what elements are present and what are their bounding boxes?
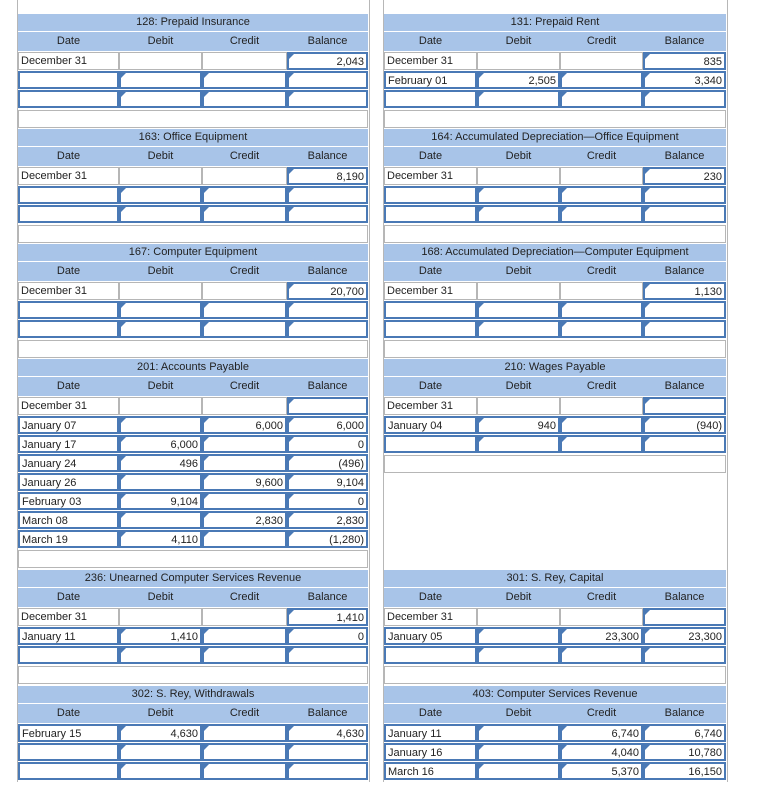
table-row xyxy=(18,397,368,416)
date-cell[interactable] xyxy=(18,320,119,338)
date-cell: December 31 xyxy=(384,167,477,185)
credit-cell[interactable] xyxy=(202,186,287,204)
credit-cell xyxy=(202,282,287,300)
credit-cell[interactable] xyxy=(202,743,287,761)
credit-cell[interactable]: 9,600 xyxy=(202,473,287,491)
table-row xyxy=(384,282,726,301)
balance-cell[interactable] xyxy=(287,205,368,223)
column-header-date: Date xyxy=(384,704,477,723)
balance-cell[interactable] xyxy=(643,186,726,204)
debit-cell xyxy=(477,167,560,185)
ledger-separator-row xyxy=(18,110,368,128)
date-cell[interactable] xyxy=(384,205,477,223)
table-row xyxy=(384,71,726,90)
balance-cell[interactable]: (940) xyxy=(643,416,726,434)
column-header-date: Date xyxy=(384,32,477,51)
ledger-separator-row xyxy=(18,666,368,684)
column-header-debit: Debit xyxy=(119,32,202,51)
balance-cell[interactable]: 835 xyxy=(643,52,726,70)
date-cell[interactable] xyxy=(384,90,477,108)
ledger-separator-row xyxy=(384,110,726,128)
credit-cell[interactable] xyxy=(202,492,287,510)
debit-cell[interactable] xyxy=(477,320,560,338)
table-row xyxy=(18,205,368,224)
column-header-date: Date xyxy=(18,262,119,281)
debit-cell xyxy=(477,397,560,415)
table-row xyxy=(384,90,726,109)
column-header-balance: Balance xyxy=(287,262,368,281)
column-header-balance: Balance xyxy=(643,32,726,51)
column-header-date: Date xyxy=(18,377,119,396)
ledger-separator-row xyxy=(18,340,368,358)
date-cell[interactable]: February 03 xyxy=(18,492,119,510)
date-cell[interactable]: March 08 xyxy=(18,511,119,529)
date-cell[interactable]: January 16 xyxy=(384,743,477,761)
ledger-separator-row xyxy=(384,225,726,243)
account-ledger-210 xyxy=(384,359,726,472)
balance-cell[interactable]: 230 xyxy=(643,167,726,185)
column-header-credit: Credit xyxy=(202,147,287,166)
debit-cell[interactable] xyxy=(119,416,202,434)
column-header-balance: Balance xyxy=(287,704,368,723)
balance-cell[interactable] xyxy=(287,762,368,780)
credit-cell[interactable]: 6,000 xyxy=(202,416,287,434)
column-header-balance: Balance xyxy=(643,588,726,607)
table-row xyxy=(384,762,726,781)
date-cell: December 31 xyxy=(384,282,477,300)
balance-cell[interactable]: 1,410 xyxy=(287,608,368,626)
column-header-balance: Balance xyxy=(643,704,726,723)
account-title: 236: Unearned Computer Services Revenue xyxy=(18,570,368,587)
table-row xyxy=(384,627,726,646)
date-cell[interactable]: February 01 xyxy=(384,71,477,89)
table-row xyxy=(18,71,368,90)
balance-cell[interactable]: 3,340 xyxy=(643,71,726,89)
column-header-credit: Credit xyxy=(560,704,643,723)
table-row xyxy=(18,724,368,743)
debit-cell[interactable] xyxy=(119,762,202,780)
credit-cell xyxy=(202,397,287,415)
column-header-balance: Balance xyxy=(287,588,368,607)
balance-cell[interactable] xyxy=(287,646,368,664)
table-row xyxy=(384,646,726,665)
balance-cell[interactable]: 2,830 xyxy=(287,511,368,529)
balance-cell[interactable]: 9,104 xyxy=(287,473,368,491)
balance-cell[interactable]: 16,150 xyxy=(643,762,726,780)
credit-cell[interactable] xyxy=(202,320,287,338)
ledger-separator-row xyxy=(384,455,726,473)
column-header-date: Date xyxy=(18,704,119,723)
debit-cell xyxy=(477,608,560,626)
table-row xyxy=(384,320,726,339)
column-header-credit: Credit xyxy=(560,32,643,51)
debit-cell[interactable] xyxy=(119,743,202,761)
table-row xyxy=(18,90,368,109)
date-cell[interactable] xyxy=(18,90,119,108)
date-cell[interactable] xyxy=(18,301,119,319)
table-row xyxy=(18,530,368,549)
date-cell[interactable]: January 05 xyxy=(384,627,477,645)
date-cell[interactable]: January 07 xyxy=(18,416,119,434)
balance-cell[interactable] xyxy=(287,320,368,338)
balance-cell[interactable] xyxy=(643,646,726,664)
ledger-separator-row xyxy=(18,550,368,568)
debit-cell xyxy=(119,608,202,626)
credit-cell xyxy=(560,52,643,70)
account-ledger-201 xyxy=(18,359,368,567)
column-header-debit: Debit xyxy=(477,262,560,281)
account-title: 168: Accumulated Depreciation—Computer Equipment xyxy=(384,244,726,261)
debit-cell[interactable]: 940 xyxy=(477,416,560,434)
balance-cell[interactable] xyxy=(643,435,726,453)
column-header-credit: Credit xyxy=(202,588,287,607)
debit-cell[interactable] xyxy=(477,205,560,223)
account-ledger-236 xyxy=(18,570,368,683)
date-cell: December 31 xyxy=(384,52,477,70)
table-row xyxy=(18,320,368,339)
table-row xyxy=(384,608,726,627)
column-header-credit: Credit xyxy=(560,147,643,166)
balance-cell[interactable] xyxy=(643,608,726,626)
balance-cell[interactable]: 0 xyxy=(287,492,368,510)
debit-cell[interactable] xyxy=(119,511,202,529)
ledger-separator-row xyxy=(18,225,368,243)
balance-cell[interactable]: 10,780 xyxy=(643,743,726,761)
balance-cell[interactable]: 0 xyxy=(287,435,368,453)
credit-cell[interactable] xyxy=(202,71,287,89)
credit-cell[interactable]: 23,300 xyxy=(560,627,643,645)
column-header-debit: Debit xyxy=(477,704,560,723)
table-row xyxy=(18,282,368,301)
column-header-debit: Debit xyxy=(119,262,202,281)
credit-cell[interactable] xyxy=(560,71,643,89)
column-header-date: Date xyxy=(18,588,119,607)
date-cell: December 31 xyxy=(18,397,119,415)
account-ledger-164 xyxy=(384,129,726,242)
debit-cell[interactable] xyxy=(119,90,202,108)
account-title: 163: Office Equipment xyxy=(18,129,368,146)
date-cell[interactable]: February 15 xyxy=(18,724,119,742)
column-header-debit: Debit xyxy=(477,32,560,51)
credit-cell xyxy=(202,167,287,185)
credit-cell[interactable] xyxy=(560,416,643,434)
table-row xyxy=(18,454,368,473)
debit-cell[interactable] xyxy=(477,186,560,204)
column-header-date: Date xyxy=(384,147,477,166)
credit-cell[interactable] xyxy=(560,435,643,453)
table-row xyxy=(384,724,726,743)
column-header-credit: Credit xyxy=(560,588,643,607)
debit-cell[interactable] xyxy=(119,646,202,664)
table-row xyxy=(18,435,368,454)
column-header-balance: Balance xyxy=(287,147,368,166)
balance-cell[interactable]: 0 xyxy=(287,627,368,645)
account-title: 210: Wages Payable xyxy=(384,359,726,376)
column-header-date: Date xyxy=(384,377,477,396)
table-row xyxy=(18,167,368,186)
credit-cell[interactable] xyxy=(202,762,287,780)
table-row xyxy=(18,492,368,511)
balance-cell[interactable] xyxy=(287,301,368,319)
credit-cell[interactable] xyxy=(560,186,643,204)
date-cell: December 31 xyxy=(18,167,119,185)
column-header-debit: Debit xyxy=(119,147,202,166)
account-title: 302: S. Rey, Withdrawals xyxy=(18,686,368,703)
table-row xyxy=(18,627,368,646)
column-header-credit: Credit xyxy=(202,262,287,281)
credit-cell xyxy=(202,608,287,626)
debit-cell xyxy=(119,282,202,300)
debit-cell xyxy=(477,282,560,300)
account-title: 301: S. Rey, Capital xyxy=(384,570,726,587)
table-row xyxy=(18,743,368,762)
credit-cell[interactable]: 2,830 xyxy=(202,511,287,529)
debit-cell[interactable] xyxy=(477,646,560,664)
debit-cell[interactable] xyxy=(477,762,560,780)
column-header-credit: Credit xyxy=(202,377,287,396)
credit-cell[interactable] xyxy=(202,454,287,472)
credit-cell[interactable]: 5,370 xyxy=(560,762,643,780)
date-cell[interactable] xyxy=(384,320,477,338)
date-cell: December 31 xyxy=(18,608,119,626)
column-header-balance: Balance xyxy=(287,377,368,396)
balance-cell[interactable] xyxy=(287,743,368,761)
column-header-debit: Debit xyxy=(119,704,202,723)
balance-cell[interactable]: 23,300 xyxy=(643,627,726,645)
column-header-debit: Debit xyxy=(119,588,202,607)
date-cell[interactable] xyxy=(18,743,119,761)
table-row xyxy=(18,511,368,530)
column-header-balance: Balance xyxy=(287,32,368,51)
debit-cell[interactable] xyxy=(477,301,560,319)
debit-cell xyxy=(119,167,202,185)
balance-cell[interactable]: 6,740 xyxy=(643,724,726,742)
balance-cell[interactable] xyxy=(287,397,368,415)
date-cell: December 31 xyxy=(18,282,119,300)
table-row xyxy=(384,435,726,454)
balance-cell[interactable] xyxy=(287,71,368,89)
account-title: 403: Computer Services Revenue xyxy=(384,686,726,703)
debit-cell[interactable] xyxy=(119,186,202,204)
date-cell[interactable]: March 19 xyxy=(18,530,119,548)
credit-cell[interactable] xyxy=(202,646,287,664)
table-row xyxy=(18,646,368,665)
table-row xyxy=(18,762,368,781)
table-row xyxy=(18,608,368,627)
balance-cell[interactable] xyxy=(287,90,368,108)
account-title: 201: Accounts Payable xyxy=(18,359,368,376)
credit-cell xyxy=(560,167,643,185)
account-ledger-403 xyxy=(384,686,726,799)
balance-cell[interactable]: 6,000 xyxy=(287,416,368,434)
account-ledger-128 xyxy=(18,14,368,127)
column-header-debit: Debit xyxy=(477,147,560,166)
column-header-debit: Debit xyxy=(119,377,202,396)
column-header-credit: Credit xyxy=(560,377,643,396)
debit-cell[interactable]: 496 xyxy=(119,454,202,472)
debit-cell xyxy=(477,52,560,70)
date-cell[interactable] xyxy=(18,186,119,204)
debit-cell[interactable]: 1,410 xyxy=(119,627,202,645)
credit-cell[interactable]: 6,740 xyxy=(560,724,643,742)
account-title: 167: Computer Equipment xyxy=(18,244,368,261)
column-header-balance: Balance xyxy=(643,262,726,281)
credit-cell[interactable] xyxy=(560,301,643,319)
debit-cell xyxy=(119,52,202,70)
table-row xyxy=(18,416,368,435)
date-cell[interactable]: January 26 xyxy=(18,473,119,491)
date-cell[interactable] xyxy=(384,646,477,664)
table-row xyxy=(384,52,726,71)
table-row xyxy=(18,473,368,492)
table-row xyxy=(384,416,726,435)
credit-cell[interactable] xyxy=(202,530,287,548)
balance-cell[interactable]: 1,130 xyxy=(643,282,726,300)
debit-cell[interactable] xyxy=(119,301,202,319)
column-header-debit: Debit xyxy=(477,588,560,607)
table-row xyxy=(384,301,726,320)
account-title: 128: Prepaid Insurance xyxy=(18,14,368,31)
debit-cell[interactable]: 4,630 xyxy=(119,724,202,742)
balance-cell[interactable] xyxy=(643,205,726,223)
credit-cell[interactable] xyxy=(560,90,643,108)
account-ledger-163 xyxy=(18,129,368,242)
credit-cell[interactable] xyxy=(560,320,643,338)
debit-cell[interactable]: 4,110 xyxy=(119,530,202,548)
column-header-date: Date xyxy=(18,147,119,166)
debit-cell[interactable] xyxy=(477,724,560,742)
column-header-credit: Credit xyxy=(202,704,287,723)
credit-cell[interactable] xyxy=(202,90,287,108)
account-ledger-167 xyxy=(18,244,368,357)
column-header-balance: Balance xyxy=(643,147,726,166)
debit-cell xyxy=(119,397,202,415)
date-cell[interactable]: January 11 xyxy=(18,627,119,645)
date-cell[interactable] xyxy=(384,186,477,204)
balance-cell[interactable]: 8,190 xyxy=(287,167,368,185)
date-cell[interactable]: January 11 xyxy=(384,724,477,742)
table-row xyxy=(18,52,368,71)
date-cell[interactable] xyxy=(384,435,477,453)
credit-cell[interactable] xyxy=(202,627,287,645)
credit-cell xyxy=(560,397,643,415)
date-cell[interactable] xyxy=(18,71,119,89)
date-cell[interactable] xyxy=(18,646,119,664)
account-title: 164: Accumulated Depreciation—Office Equipment xyxy=(384,129,726,146)
account-ledger-302 xyxy=(18,686,368,799)
date-cell[interactable]: March 16 xyxy=(384,762,477,780)
debit-cell[interactable] xyxy=(119,320,202,338)
balance-cell[interactable]: (1,280) xyxy=(287,530,368,548)
column-header-date: Date xyxy=(18,32,119,51)
column-header-date: Date xyxy=(384,262,477,281)
debit-cell[interactable] xyxy=(477,627,560,645)
date-cell[interactable] xyxy=(18,205,119,223)
column-header-date: Date xyxy=(384,588,477,607)
account-ledger-301 xyxy=(384,570,726,683)
debit-cell[interactable] xyxy=(119,473,202,491)
debit-cell[interactable]: 2,505 xyxy=(477,71,560,89)
debit-cell[interactable] xyxy=(477,90,560,108)
date-cell: December 31 xyxy=(384,608,477,626)
table-row xyxy=(18,186,368,205)
date-cell[interactable]: January 04 xyxy=(384,416,477,434)
column-header-credit: Credit xyxy=(560,262,643,281)
date-cell: December 31 xyxy=(384,397,477,415)
date-cell[interactable]: January 17 xyxy=(18,435,119,453)
column-header-credit: Credit xyxy=(202,32,287,51)
balance-cell[interactable]: 20,700 xyxy=(287,282,368,300)
date-cell[interactable] xyxy=(18,762,119,780)
date-cell[interactable] xyxy=(384,301,477,319)
table-row xyxy=(384,167,726,186)
column-header-debit: Debit xyxy=(477,377,560,396)
balance-cell[interactable] xyxy=(643,90,726,108)
ledger-separator-row xyxy=(384,340,726,358)
credit-cell[interactable] xyxy=(560,646,643,664)
table-row xyxy=(384,186,726,205)
balance-cell[interactable] xyxy=(643,301,726,319)
debit-cell[interactable]: 9,104 xyxy=(119,492,202,510)
table-row xyxy=(384,397,726,416)
balance-cell[interactable] xyxy=(643,320,726,338)
balance-cell[interactable]: 4,630 xyxy=(287,724,368,742)
account-ledger-168 xyxy=(384,244,726,357)
credit-cell xyxy=(202,52,287,70)
table-row xyxy=(384,205,726,224)
credit-cell[interactable] xyxy=(202,205,287,223)
credit-cell[interactable]: 4,040 xyxy=(560,743,643,761)
debit-cell[interactable] xyxy=(477,743,560,761)
balance-cell[interactable]: (496) xyxy=(287,454,368,472)
credit-cell[interactable] xyxy=(202,301,287,319)
credit-cell xyxy=(560,608,643,626)
debit-cell[interactable] xyxy=(477,435,560,453)
account-ledger-131 xyxy=(384,14,726,127)
column-header-balance: Balance xyxy=(643,377,726,396)
credit-cell[interactable] xyxy=(560,205,643,223)
table-row xyxy=(384,743,726,762)
date-cell: December 31 xyxy=(18,52,119,70)
debit-cell[interactable] xyxy=(119,71,202,89)
balance-cell[interactable] xyxy=(643,397,726,415)
table-row xyxy=(18,301,368,320)
credit-cell[interactable] xyxy=(202,435,287,453)
account-title: 131: Prepaid Rent xyxy=(384,14,726,31)
credit-cell[interactable] xyxy=(202,724,287,742)
debit-cell[interactable] xyxy=(119,205,202,223)
balance-cell[interactable] xyxy=(287,186,368,204)
ledger-separator-row xyxy=(384,666,726,684)
date-cell[interactable]: January 24 xyxy=(18,454,119,472)
balance-cell[interactable]: 2,043 xyxy=(287,52,368,70)
credit-cell xyxy=(560,282,643,300)
debit-cell[interactable]: 6,000 xyxy=(119,435,202,453)
